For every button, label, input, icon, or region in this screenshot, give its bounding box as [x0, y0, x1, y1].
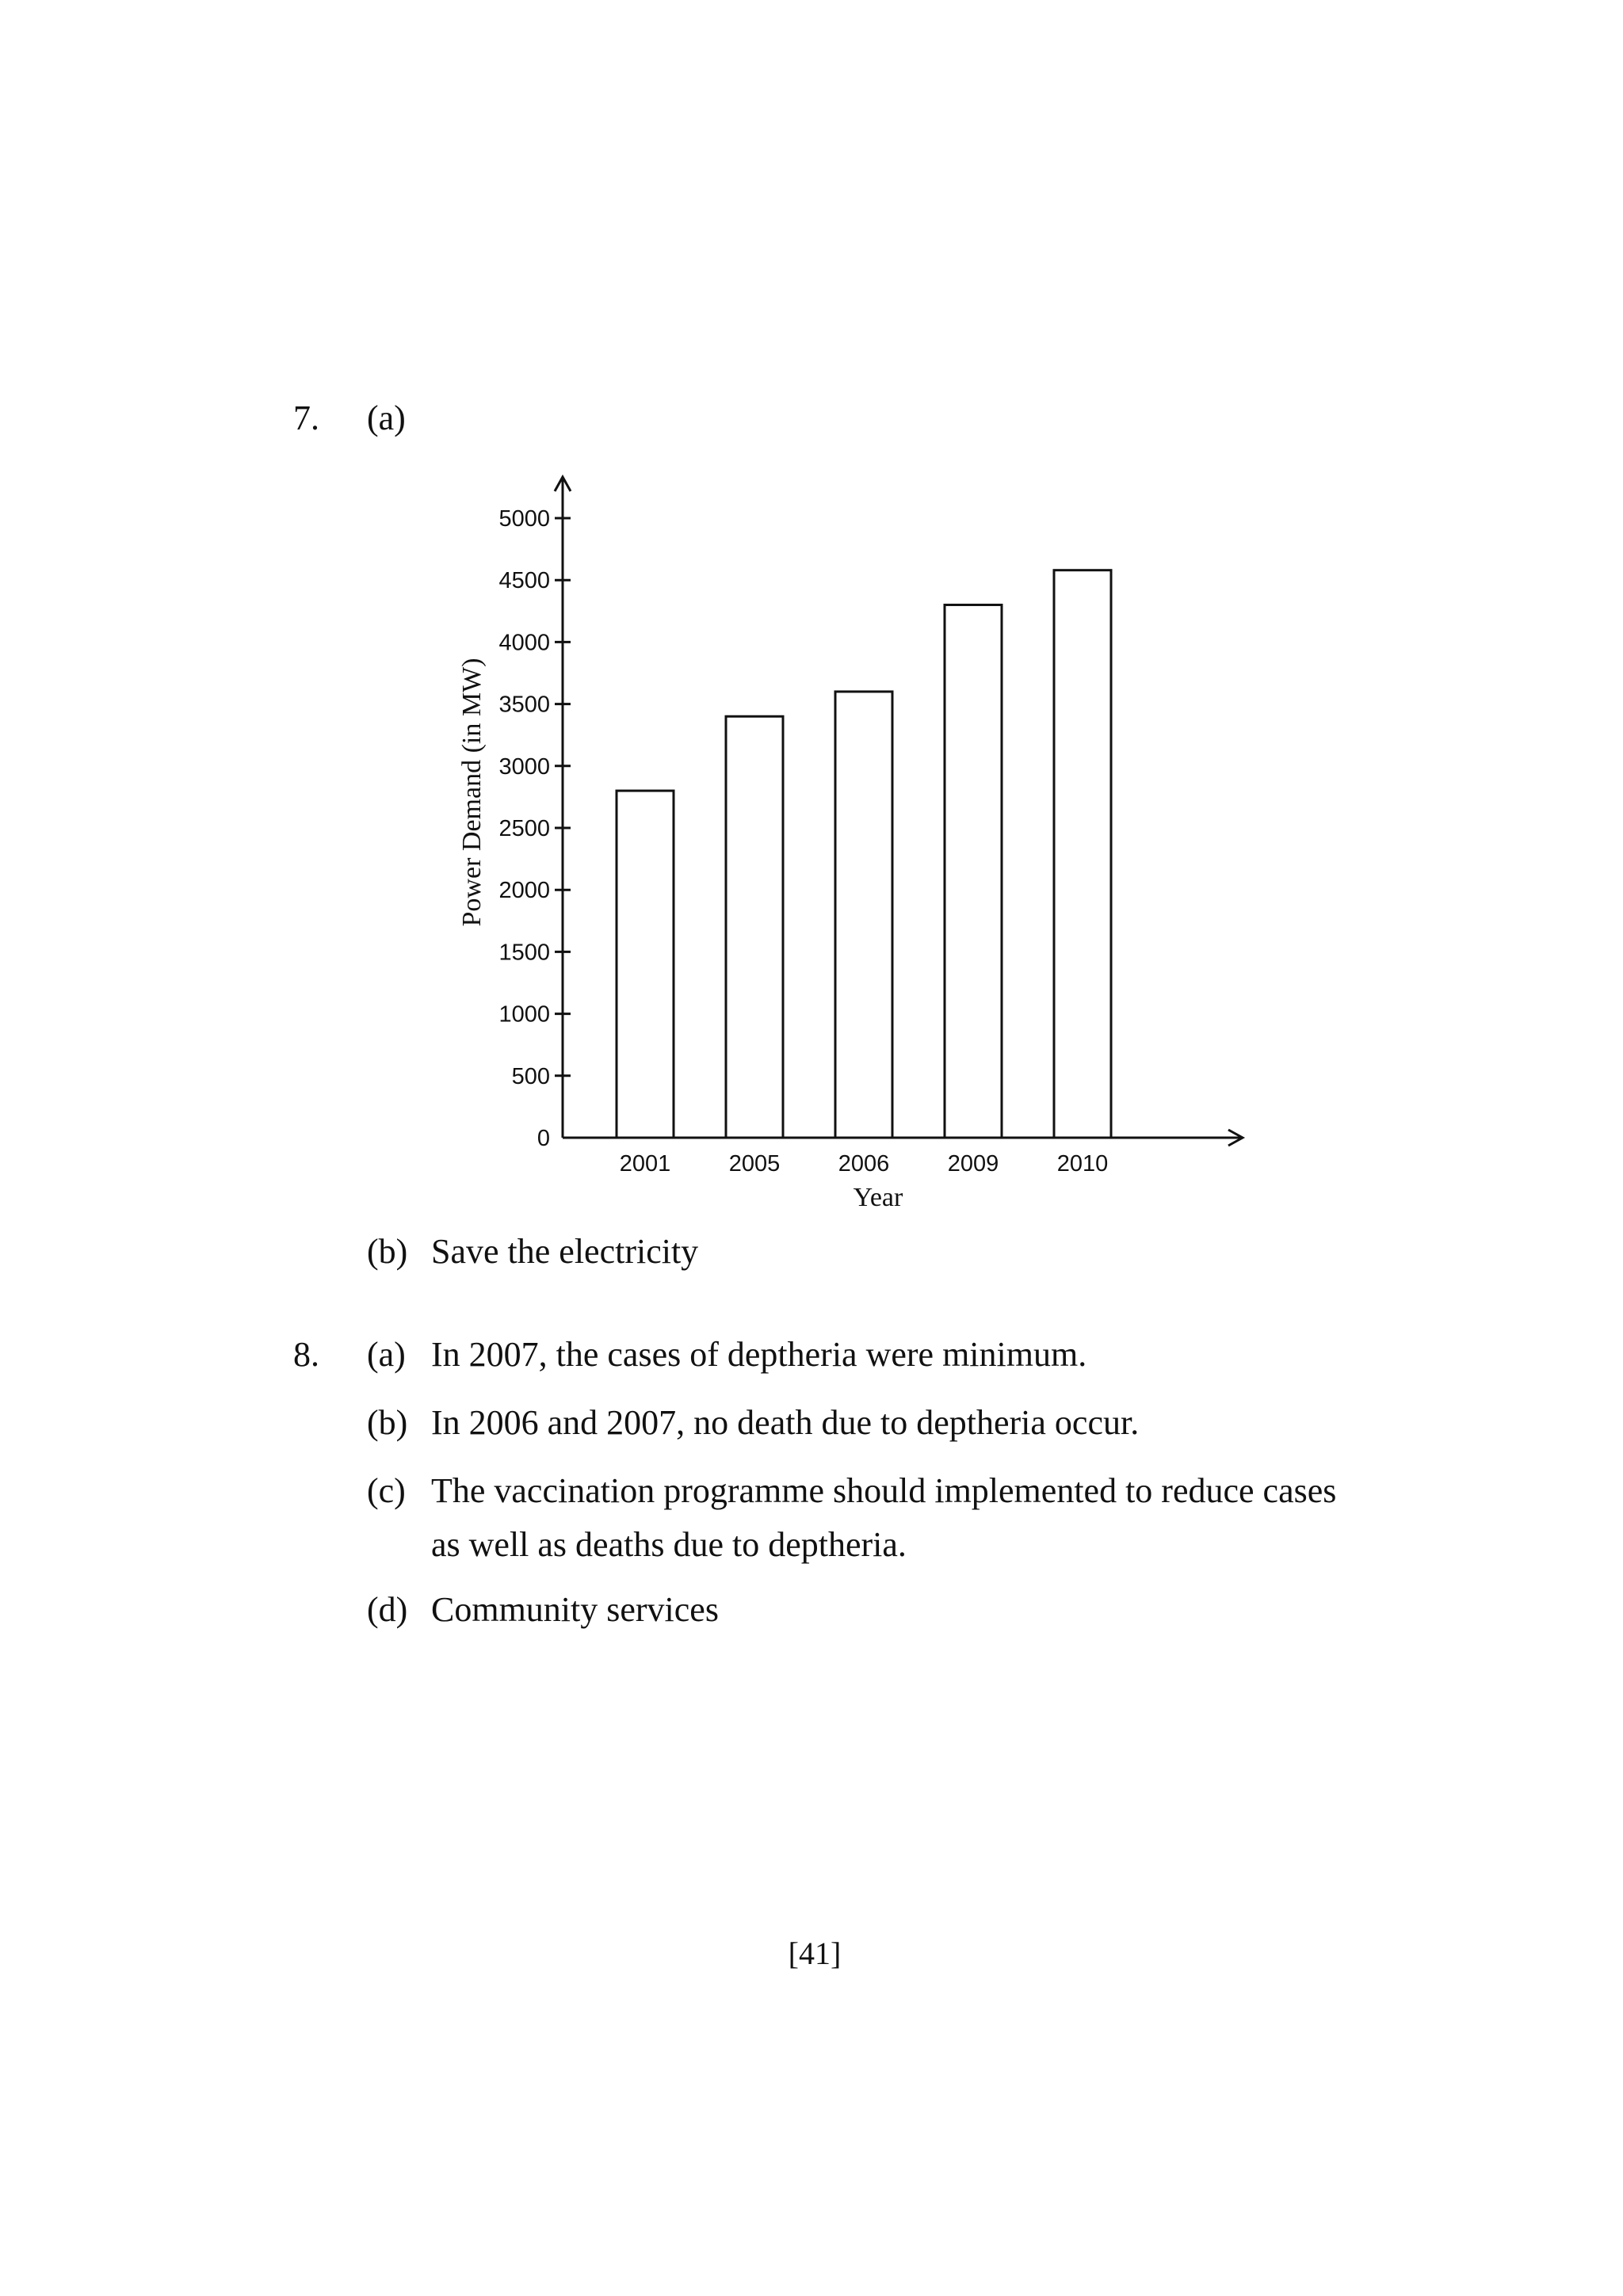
question-8-part-c-label: (c): [367, 1471, 406, 1510]
x-tick-label: 2001: [619, 1151, 671, 1177]
y-tick-label: 3000: [498, 753, 550, 780]
chart-x-ticks: [620, 1151, 1109, 1177]
question-8-number: 8.: [293, 1335, 319, 1374]
question-8-part-b-label: (b): [367, 1403, 408, 1442]
x-tick-label: 2010: [1056, 1151, 1109, 1177]
y-tick-label: 5000: [498, 506, 550, 532]
question-8-part-c-text-line-1: The vaccination programme should implemented to reduce cases: [431, 1471, 1337, 1510]
question-8-part-d-label: (d): [367, 1590, 408, 1629]
y-tick-label: 1500: [498, 940, 550, 966]
question-8-part-a-text: In 2007, the cases of deptheria were minimum.: [431, 1335, 1087, 1374]
y-tick-label: 3500: [498, 692, 550, 718]
question-7-number: 7.: [293, 399, 319, 437]
question-7-part-b-label: (b): [367, 1232, 408, 1271]
question-7-part-a-label: (a): [367, 399, 406, 437]
y-axis-label: Power Demand (in MW): [457, 658, 487, 927]
y-tick-label: 2500: [498, 816, 550, 841]
chart-bar: [1054, 570, 1111, 1138]
page-number: [41]: [788, 1936, 842, 1971]
chart-bar: [726, 716, 783, 1138]
chart-bar: [945, 605, 1002, 1138]
y-tick-label: 2000: [498, 878, 550, 904]
question-8-part-a-label: (a): [367, 1335, 406, 1374]
x-tick-label: 2005: [728, 1151, 781, 1177]
x-tick-label: 2006: [838, 1151, 890, 1177]
y-tick-label: 1000: [498, 1001, 550, 1028]
y-tick-label: 0: [537, 1126, 550, 1151]
y-tick-label: 4000: [498, 630, 550, 656]
chart-bar: [617, 791, 674, 1138]
y-tick-label: 500: [511, 1063, 550, 1089]
question-8-part-d-text: Community services: [431, 1590, 719, 1629]
y-tick-label: 4500: [498, 568, 550, 594]
chart-y-ticks: [498, 506, 571, 1151]
question-8-part-c-text-line-2: as well as deaths due to deptheria.: [431, 1525, 907, 1564]
chart-bars: [617, 570, 1111, 1138]
chart-bar: [835, 692, 892, 1138]
question-7-part-b-text: Save the electricity: [431, 1232, 699, 1271]
question-8-part-b-text: In 2006 and 2007, no death due to deptheria occur.: [431, 1403, 1140, 1442]
x-tick-label: 2009: [947, 1151, 999, 1177]
x-axis-label: Year: [853, 1183, 903, 1212]
